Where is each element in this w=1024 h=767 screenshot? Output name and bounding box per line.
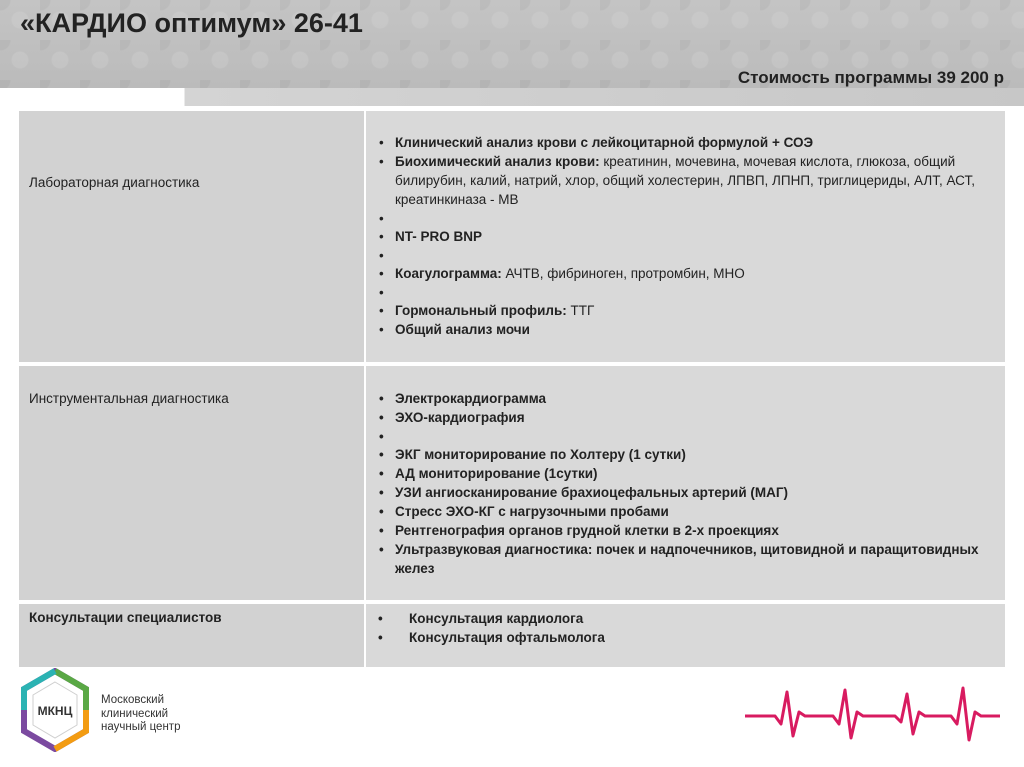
program-price: Стоимость программы 39 200 р — [737, 68, 1004, 87]
list-item: • Электрокардиограмма — [375, 389, 993, 408]
logo-line-3: научный центр — [101, 721, 181, 733]
list-item: • Рентгенография органов грудной клетки в 2-х проекциях — [375, 521, 993, 540]
consult-section — [19, 604, 1005, 667]
list-item: • Коагулограмма: АЧТВ, фибриноген, протромбин, МНО — [375, 264, 993, 283]
list-item: • Клинический анализ крови с лейкоцитарной формулой + СОЭ — [375, 133, 993, 152]
lab-content — [375, 133, 993, 339]
consult-content — [375, 609, 993, 647]
logo-line-2: клинический — [101, 707, 169, 720]
instr-content — [375, 389, 993, 578]
lab-label: Лабораторная диагностика — [29, 175, 200, 190]
list-item: • Консультация кардиолога — [375, 609, 993, 628]
spacer — [375, 209, 993, 227]
instr-section — [19, 366, 1005, 600]
lab-section — [19, 111, 1005, 362]
list-item: • ЭКГ мониторирование по Холтеру (1 сутки) — [375, 445, 993, 464]
spacer — [375, 427, 993, 445]
header-strip — [0, 88, 1024, 106]
consult-label: Консультации специалистов — [29, 610, 222, 625]
page-title: «КАРДИО оптимум» 26-41 — [20, 8, 363, 38]
logo-line-1: Московский — [101, 694, 165, 706]
list-item: • Гормональный профиль: ТТГ — [375, 301, 993, 320]
list-item: • NT- PRO BNP — [375, 227, 993, 246]
list-item: • УЗИ ангиосканирование брахиоцефальных артерий (МАГ) — [375, 483, 993, 502]
ecg-line-icon — [745, 684, 1000, 744]
spacer — [375, 246, 993, 264]
list-item: • Стресс ЭХО-КГ с нагрузочными пробами — [375, 502, 993, 521]
list-item: • Биохимический анализ крови: креатинин, мочевина, мочевая кислота, глюкоза, общий билирубин, калий, натрий, хлор, общий холестерин, ЛПВП, ЛПНП, триглицериды, АЛТ, АСТ, креатинкиназа - МВ — [375, 152, 993, 209]
spacer — [375, 283, 993, 301]
logo-caption — [101, 694, 180, 735]
lab-label-cell — [19, 111, 366, 362]
list-item: • Ультразвуковая диагностика: почек и надпочечников, щитовидной и паращитовидных желез — [375, 540, 993, 578]
list-item: • Консультация офтальмолога — [375, 628, 993, 647]
list-item: • Общий анализ мочи — [375, 320, 993, 339]
list-item: • ЭХО-кардиография — [375, 408, 993, 427]
logo-abbr: МКНЦ — [37, 704, 73, 718]
ecg-trace — [745, 688, 1000, 740]
list-item: • АД мониторирование (1сутки) — [375, 464, 993, 483]
instr-label: Инструментальная диагностика — [29, 391, 229, 406]
mknc-logo-icon — [20, 668, 90, 752]
